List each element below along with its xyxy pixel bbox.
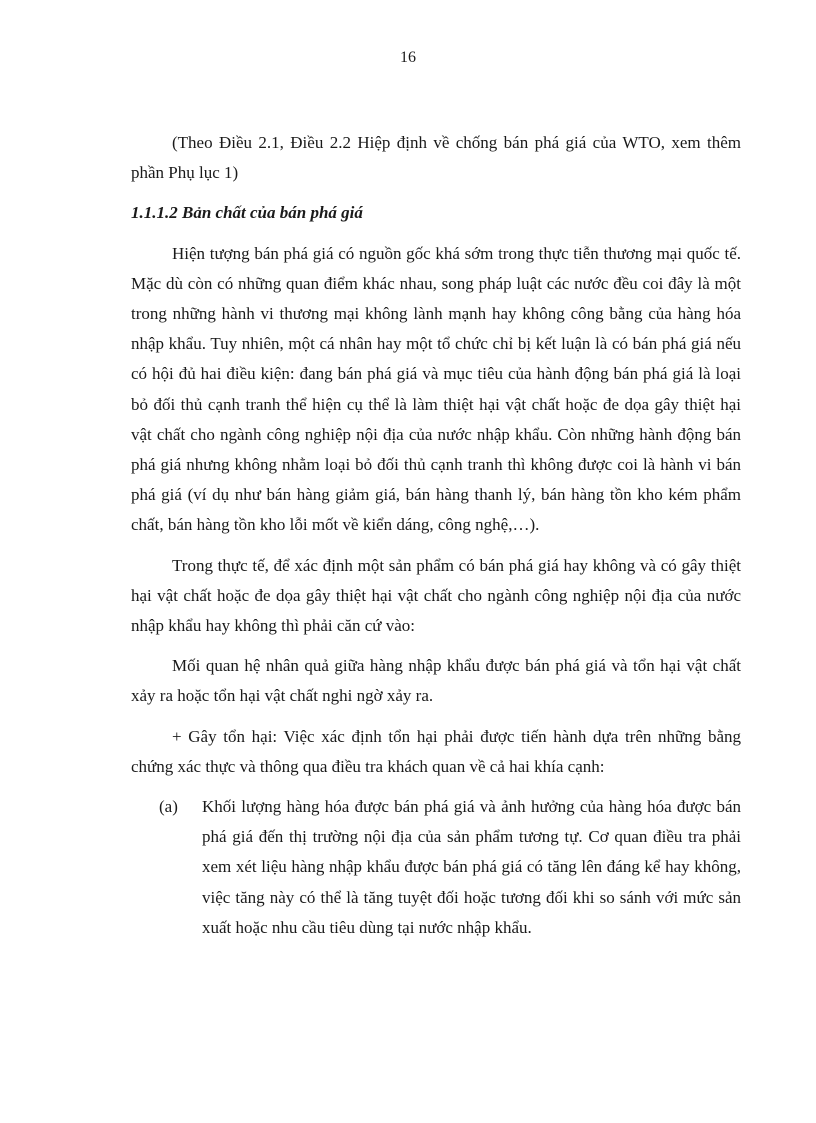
- reference-paragraph: (Theo Điều 2.1, Điều 2.2 Hiệp định về chống bán phá giá của WTO, xem thêm phần Phụ lục 1): [131, 133, 741, 183]
- list-item-marker: (a): [159, 797, 178, 817]
- body-paragraph-injury: + Gây tổn hại: Việc xác định tổn hại phải được tiến hành dựa trên những bằng chứng xác thực và thông qua điều tra khách quan về cả hai khía cạnh:: [131, 726, 741, 776]
- body-paragraph-causality: Mối quan hệ nhân quả giữa hàng nhập khẩu được bán phá giá và tổn hại vật chất xảy ra hoặc tổn hại vật chất nghi ngờ xảy ra.: [131, 656, 741, 706]
- document-body: [131, 128, 741, 943]
- page-number: 16: [400, 49, 416, 66]
- body-paragraph-determination: Trong thực tế, để xác định một sản phẩm có bán phá giá hay không và có gây thiệt hại vật chất hoặc đe dọa gây thiệt hại vật chất cho ngành công nghiệp nội địa của nước nhập khẩu hay không thì phải căn cứ vào:: [131, 555, 741, 636]
- section-heading: 1.1.1.2 Bản chất của bán phá giá: [131, 203, 363, 223]
- body-paragraph-nature: Hiện tượng bán phá giá có nguồn gốc khá sớm trong thực tiễn thương mại quốc tế. Mặc dù còn có những quan điểm khác nhau, song pháp luật các nước đều coi đây là một trong những hành vi thương mại không lành mạnh hay không công bằng của hàng hóa nhập khẩu. Tuy nhiên, một cá nhân hay một tổ chức chỉ bị kết luận là có bán phá giá nếu có hội đủ hai điều kiện: đang bán phá giá và mục tiêu của hành động bán phá giá là loại bỏ đối thủ cạnh tranh thể hiện cụ thể là làm thiệt hại vật chất hoặc đe dọa gây thiệt hại vật chất cho ngành công nghiệp nội địa của nước nhập khẩu. Còn những hành động bán phá giá nhưng không nhằm loại bỏ đối thủ cạnh tranh thì không được coi là hành vi bán phá giá (ví dụ như bán hàng giảm giá, bán hàng thanh lý, bán hàng tồn kho kém phẩm chất, bán hàng tồn kho lỗi mốt về kiển dáng, công nghệ,…).: [131, 243, 741, 535]
- list-item-a: [131, 792, 741, 943]
- list-item-text: Khối lượng hàng hóa được bán phá giá và ảnh hưởng của hàng hóa được bán phá giá đến thị trường nội địa của sản phẩm tương tự. Cơ quan điều tra phải xem xét liệu hàng nhập khẩu được bán phá giá có tăng lên đáng kể hay không, việc tăng này có thể là tăng tuyệt đối hoặc tương đối khi so sánh với mức sản xuất hoặc nhu cầu tiêu dùng tại nước nhập khẩu.: [202, 797, 741, 937]
